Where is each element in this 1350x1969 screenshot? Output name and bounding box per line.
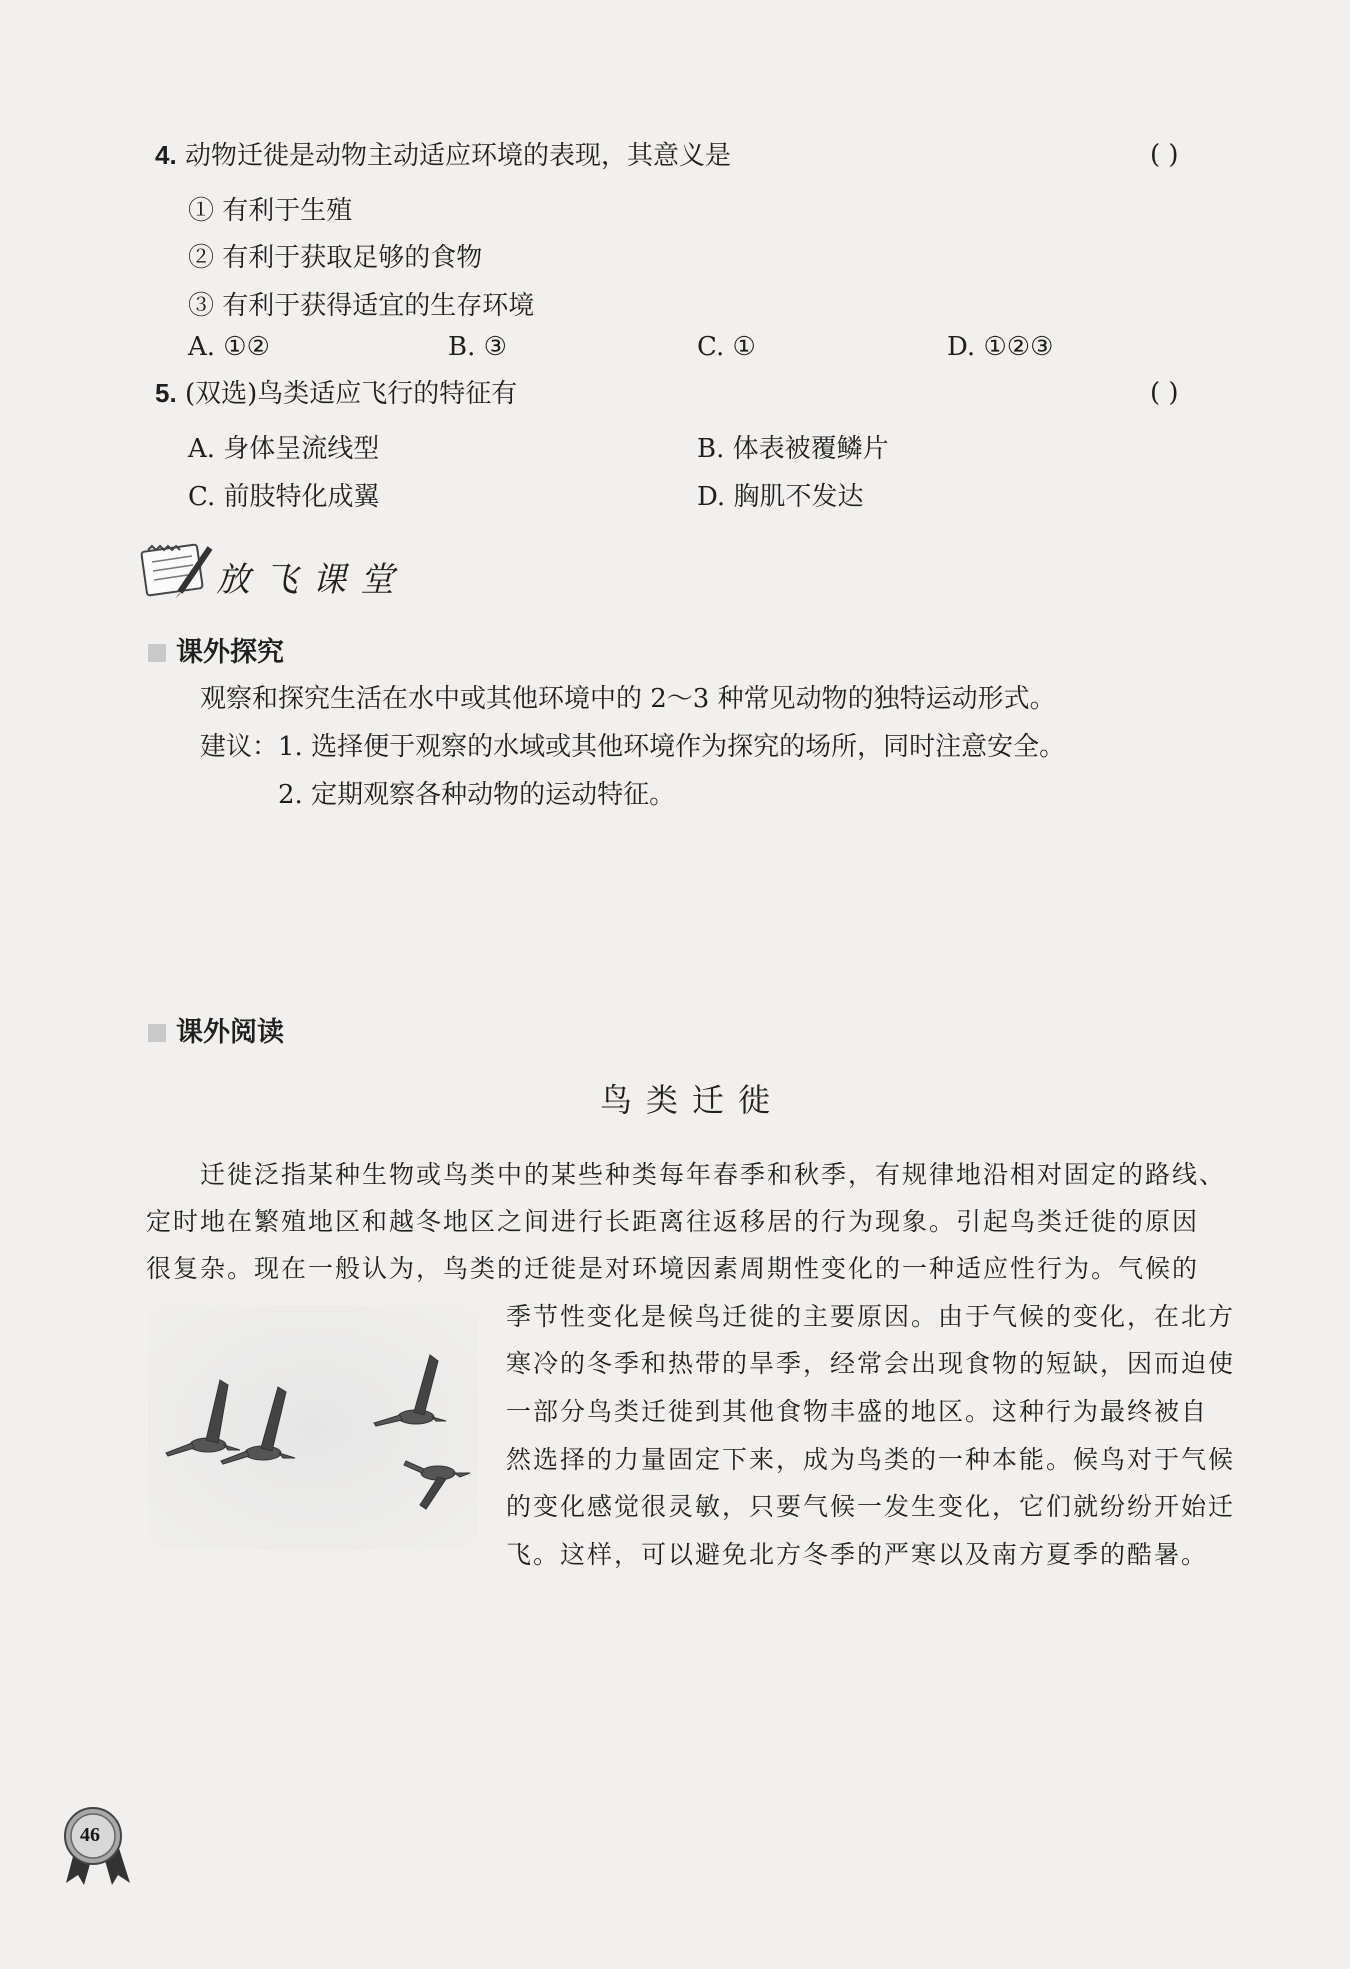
question-4-number: 4.: [155, 140, 177, 170]
article-line-3: 很复杂。现在一般认为，鸟类的迁徙是对环境因素周期性变化的一种适应性行为。气候的: [146, 1254, 1200, 1283]
question-5-option-d: D. 胸肌不发达: [697, 482, 864, 512]
question-4-option-c: C. ①: [697, 332, 756, 362]
article-line-2: 定时地在繁殖地区和越冬地区之间进行长距离往返移居的行为现象。引起鸟类迁徙的原因: [146, 1207, 1200, 1236]
question-4: [155, 142, 731, 169]
article-line-9: 飞。这样，可以避免北方冬季的严寒以及南方夏季的酷暑。: [506, 1540, 1209, 1569]
question-5-answer-blank: ( ): [1150, 378, 1179, 408]
section-heading-explore: [148, 630, 284, 669]
fangfei-ketang-title: 放飞课堂: [216, 560, 408, 600]
flying-geese-photo: [148, 1305, 478, 1550]
question-5-number: 5.: [155, 378, 177, 408]
article-line-4: 季节性变化是候鸟迁徙的主要原因。由于气候的变化，在北方: [506, 1302, 1236, 1331]
article-line-8: 的变化感觉很灵敏，只要气候一发生变化，它们就纷纷开始迁: [506, 1492, 1236, 1521]
question-5-option-b: B. 体表被覆鳞片: [697, 434, 889, 464]
section-heading-explore-text: 课外探究: [176, 637, 284, 668]
question-4-item-3: ③ 有利于获得适宜的生存环境: [188, 291, 535, 321]
question-4-option-b: B. ③: [448, 332, 507, 362]
section-heading-reading: [148, 1010, 284, 1049]
question-5-option-c: C. 前肢特化成翼: [188, 482, 380, 512]
question-5-option-a: A. 身体呈流线型: [188, 434, 380, 464]
question-4-item-1: ① 有利于生殖: [188, 196, 353, 226]
question-5: [155, 380, 517, 407]
question-4-option-d: D. ①②③: [947, 332, 1054, 362]
explore-line-3: 2. 定期观察各种动物的运动特征。: [278, 780, 676, 810]
explore-line-1: 观察和探究生活在水中或其他环境中的 2～3 种常见动物的独特运动形式。: [200, 684, 1056, 714]
page-number: 46: [80, 1824, 100, 1846]
gray-square-icon: [148, 644, 166, 662]
section-heading-reading-text: 课外阅读: [176, 1017, 284, 1048]
question-4-option-a: A. ①②: [188, 332, 270, 362]
article-line-6: 一部分鸟类迁徙到其他食物丰盛的地区。这种行为最终被自: [506, 1397, 1209, 1426]
question-4-item-2: ② 有利于获取足够的食物: [188, 243, 483, 273]
gray-square-icon: [148, 1024, 166, 1042]
explore-line-2: 建议：1. 选择便于观察的水域或其他环境作为探究的场所，同时注意安全。: [200, 732, 1066, 762]
question-4-answer-blank: ( ): [1150, 140, 1179, 170]
article-line-7: 然选择的力量固定下来，成为鸟类的一种本能。候鸟对于气候: [506, 1445, 1236, 1474]
article-title: 鸟类迁徙: [600, 1081, 785, 1119]
article-line-1: 迁徙泛指某种生物或鸟类中的某些种类每年春季和秋季，有规律地沿相对固定的路线、: [200, 1160, 1227, 1189]
question-5-text: (双选)鸟类适应飞行的特征有: [184, 379, 518, 409]
article-line-5: 寒冷的冬季和热带的旱季，经常会出现食物的短缺，因而迫使: [506, 1349, 1236, 1378]
question-4-text: 动物迁徙是动物主动适应环境的表现，其意义是: [184, 141, 731, 171]
